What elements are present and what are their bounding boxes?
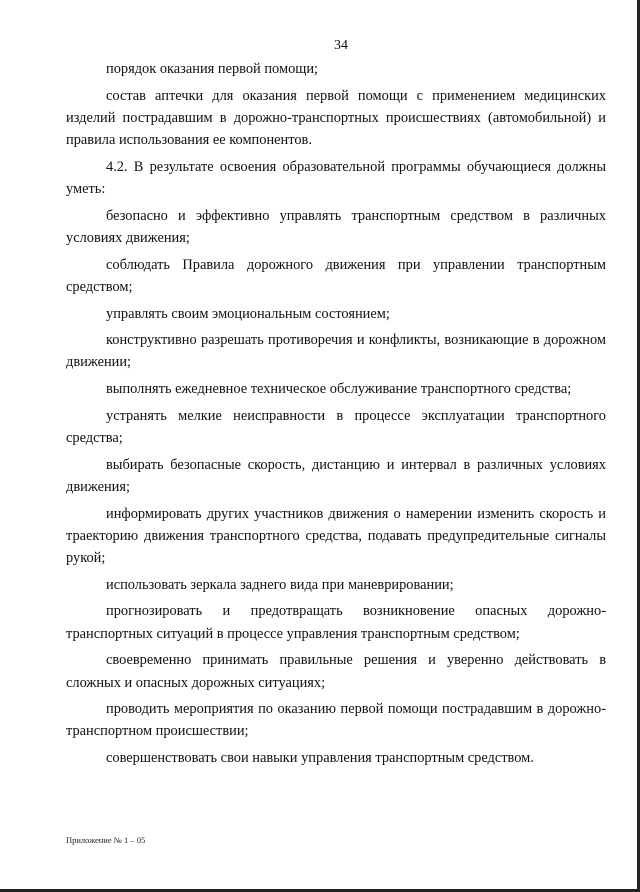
paragraph: использовать зеркала заднего вида при маневрировании;	[106, 576, 454, 593]
page-footer: Приложение № 1 – 05	[66, 835, 146, 845]
paragraph: безопасно и эффективно управлять транспортным средством в различных условиях движения;	[66, 207, 606, 246]
paragraph: своевременно принимать правильные решения и уверенно действовать в сложных и опасных дорожных ситуациях;	[66, 652, 606, 691]
paragraph: состав аптечки для оказания первой помощи с применением медицинских изделий пострадавшим в дорожно-транспортных происшествиях (автомобильной) и правила использования ее компонентов.	[66, 87, 606, 149]
paragraph: порядок оказания первой помощи;	[106, 61, 319, 77]
paragraph: выбирать безопасные скорость, дистанцию и интервал в различных условиях движения;	[66, 456, 606, 495]
paragraph: 4.2. В результате освоения образовательной программы обучающиеся должны уметь:	[66, 158, 606, 198]
paragraph: управлять своим эмоциональным состоянием;	[106, 305, 390, 322]
paragraph: выполнять ежедневное техническое обслуживание транспортного средства;	[106, 381, 572, 398]
page-number: 34	[334, 38, 348, 53]
paragraph: информировать других участников движения о намерении изменить скорость и траекторию движения транспортного средства, подавать предупредительные сигналы рукой;	[66, 505, 606, 567]
paragraph: соблюдать Правила дорожного движения при управлении транспортным средством;	[66, 256, 606, 295]
document-body	[66, 58, 606, 774]
paragraph: конструктивно разрешать противоречия и конфликты, возникающие в дорожном движении;	[66, 332, 606, 371]
paragraph: совершенствовать свои навыки управления транспортным средством.	[106, 750, 534, 767]
paragraph: прогнозировать и предотвращать возникновение опасных дорожно-транспортных ситуаций в процессе управления транспортным средством;	[66, 603, 606, 642]
paragraph: устранять мелкие неисправности в процессе эксплуатации транспортного средства;	[66, 407, 606, 447]
paragraph: проводить мероприятия по оказанию первой помощи пострадавшим в дорожно-транспортном происшествии;	[66, 701, 606, 740]
